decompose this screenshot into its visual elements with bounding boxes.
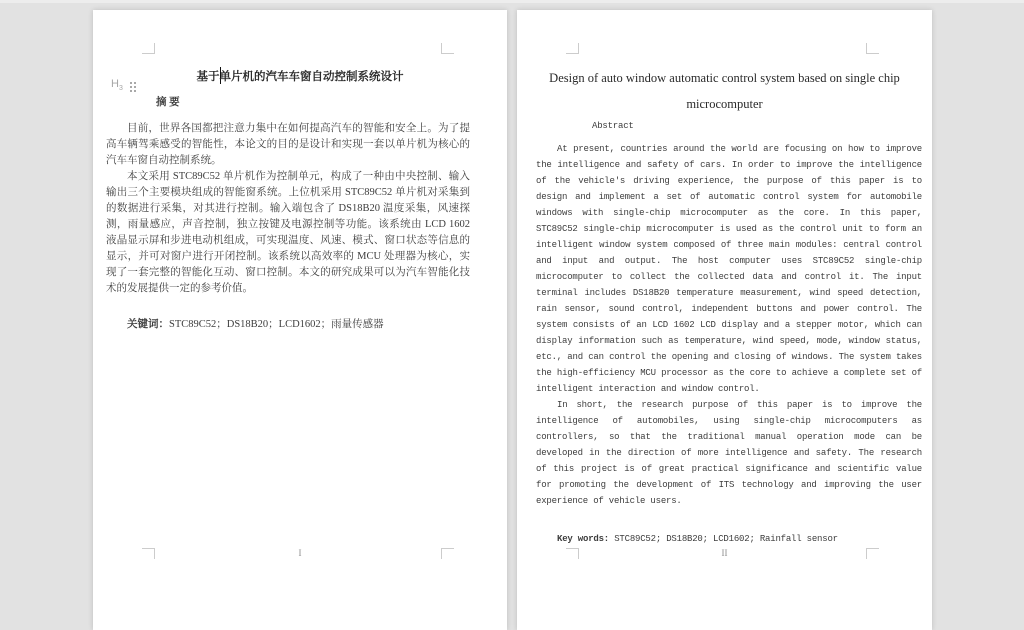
margin-corner-mark-top-left — [142, 43, 155, 54]
margin-corner-mark-top-left — [566, 43, 579, 54]
abstract-paragraph[interactable]: In short, the research purpose of this paper is to improve the intelligence of automobiles, using single-chip microcomputers as controllers, so that the traditional manual operation mode can be developed in the direction of more intelligence and safety. The research of this project is of great practical significance and scientific value for promoting the development of ITS technology and improving the user experience of vehicle users. — [536, 400, 922, 506]
keywords-line-cn[interactable] — [106, 317, 470, 333]
margin-corner-mark-top-right — [866, 43, 879, 54]
thesis-title-en-line2[interactable]: microcomputer — [686, 97, 763, 111]
window-top-edge — [0, 0, 1024, 3]
page-number: II — [721, 548, 728, 558]
document-page-2[interactable] — [517, 10, 932, 630]
keywords-values-en: STC89C52; DS18B20; LCD1602; Rainfall sensor — [609, 534, 838, 544]
page-number: I — [298, 548, 302, 558]
keywords-label-en: Key words: — [557, 534, 610, 544]
abstract-paragraph[interactable]: 本文采用 STC89C52 单片机作为控制单元，构成了一种由中央控制、输入输出三个主要模块组成的智能窗系统。上位机采用 STC89C52 单片机对采集到的数据进行采集，对其进行控制。输入端包含了 DS18B20 温度采集，风速探测，雨量感应，声音控制，独立按键及电源控制等功能。该系统由 LCD 1602 液晶显示屏和步进电动机组成，可实现温度、风速、模式、窗口状态等信息的显示，并可对窗户进行开闭控制。该系统以高效率的 MCU 处理器为核心，实现了一套完整的智能化互动、窗口控制。本文的研究成果可以为汽车智能化技术的发展提供一定的参考价值。 — [106, 171, 470, 294]
thesis-title-en-line1[interactable]: Design of auto window automatic control system based on single chip — [549, 71, 900, 85]
abstract-paragraph[interactable]: At present, countries around the world are focusing on how to improve the intelligence and safety of cars. In order to improve the intelligence of the vehicle's driving experience, the purpose of this paper is to design and implement a set of automatic control system for automobile windows with single-chip microcomputer as the core. In this paper, STC89C52 single-chip microcomputer is used as the control unit to form an intelligent window system composed of three main modules: central control and input and output. The host computer uses STC89C52 single-chip microcomputer to collect the collected data and control it. The input terminal includes DS18B20 temperature measurement, wind speed detection, rain sensor, sound control, independent buttons and power control. The system consists of an LCD 1602 LCD display and a stepper motor, which can display information such as temperature, wind speed, mode, window status, etc., and can control the opening and closing of windows. The system takes the high-efficiency MCU processor as the core to achieve a complete set of intelligent interaction and window control. — [536, 144, 922, 394]
keywords-values-cn: STC89C52；DS18B20；LCD1602；雨量传感器 — [169, 319, 384, 330]
abstract-heading-en[interactable]: Abstract — [592, 121, 634, 131]
document-page-1[interactable] — [93, 10, 507, 630]
keywords-line-en[interactable] — [536, 531, 922, 547]
heading-level-indicator[interactable]: $H_3$ — [111, 78, 123, 93]
abstract-body-cn[interactable] — [106, 95, 470, 333]
abstract-paragraph[interactable]: 目前，世界各国都把注意力集中在如何提高汽车的智能和安全上。为了提高车辆驾乘感受的智能性，本论文的目的是设计和实现一套以单片机为核心的汽车车窗自动控制系统。 — [106, 123, 470, 166]
margin-corner-mark-top-right — [441, 43, 454, 54]
abstract-body-en[interactable] — [536, 118, 922, 547]
abstract-heading-cn[interactable]: 摘 要 — [156, 97, 180, 108]
thesis-title-cn[interactable]: 基于单片机的汽车车窗自动控制系统设计 — [196, 71, 404, 83]
keywords-label-cn: 关键词： — [127, 319, 169, 330]
